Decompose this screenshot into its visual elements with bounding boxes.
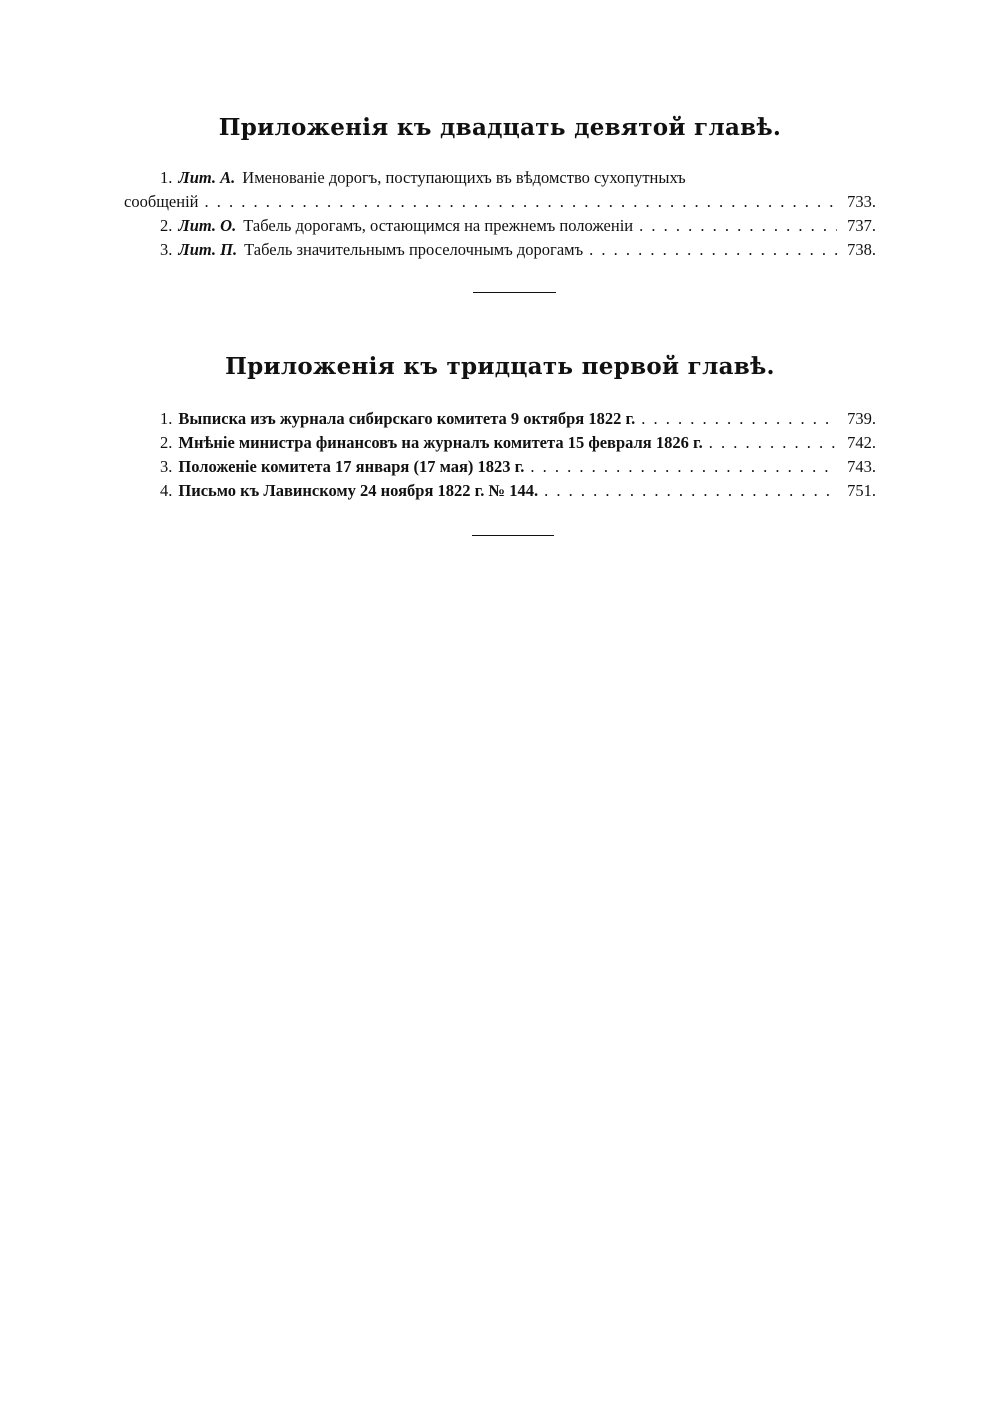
list-item	[124, 479, 876, 503]
page-number: 739.	[847, 409, 876, 428]
list-item	[124, 455, 876, 479]
appendix-list-chapter-29	[124, 166, 876, 262]
item-number: 3.	[160, 240, 173, 259]
item-number: 2.	[160, 216, 173, 235]
page-number: 751.	[847, 481, 876, 500]
section-divider	[473, 292, 556, 293]
item-title: Табель дорогамъ, остающимся на прежнемъ положеніи	[243, 216, 634, 235]
item-number: 1.	[160, 168, 173, 187]
section-heading-chapter-29: Приложенія къ двадцать девятой главѣ.	[218, 114, 782, 141]
dot-leader	[709, 431, 837, 455]
section-heading-chapter-31: Приложенія къ тридцать первой главѣ.	[225, 353, 775, 380]
page-number: 737.	[847, 216, 876, 235]
list-item	[124, 407, 876, 431]
page-number: 743.	[847, 457, 876, 476]
item-title: Выписка изъ журнала сибирскаго комитета 9 октября 1822 г.	[178, 409, 636, 428]
item-title: Табель значительнымъ проселочнымъ дорогамъ	[244, 240, 584, 259]
item-number: 1.	[160, 409, 173, 428]
dot-leader	[205, 190, 838, 214]
dot-leader	[589, 238, 837, 262]
item-lit: Лит. П.	[178, 240, 238, 259]
list-item	[124, 166, 876, 214]
item-title: Мнѣніе министра финансовъ на журналъ комитета 15 февраля 1826 г.	[178, 433, 703, 452]
item-number: 3.	[160, 457, 173, 476]
item-lit: Лит. А.	[178, 168, 236, 187]
page-number: 742.	[847, 433, 876, 452]
appendix-list-chapter-31	[124, 407, 876, 503]
item-number: 4.	[160, 481, 173, 500]
item-title: Положеніе комитета 17 января (17 мая) 1823 г.	[178, 457, 525, 476]
dot-leader	[530, 455, 837, 479]
page-number: 738.	[847, 240, 876, 259]
item-title: Именованіе дорогъ, поступающихъ въ вѣдомство сухопутныхъ	[242, 168, 686, 187]
item-title-continued: сообщеній	[124, 192, 199, 211]
section-divider	[472, 535, 554, 536]
list-item	[124, 214, 876, 238]
item-title: Письмо къ Лавинскому 24 ноября 1822 г. № 144.	[178, 481, 539, 500]
dot-leader	[544, 479, 837, 503]
list-item	[124, 238, 876, 262]
page-number: 733.	[847, 192, 876, 211]
item-lit: Лит. О.	[178, 216, 237, 235]
dot-leader	[641, 407, 837, 431]
list-item	[124, 431, 876, 455]
item-number: 2.	[160, 433, 173, 452]
dot-leader	[639, 214, 837, 238]
